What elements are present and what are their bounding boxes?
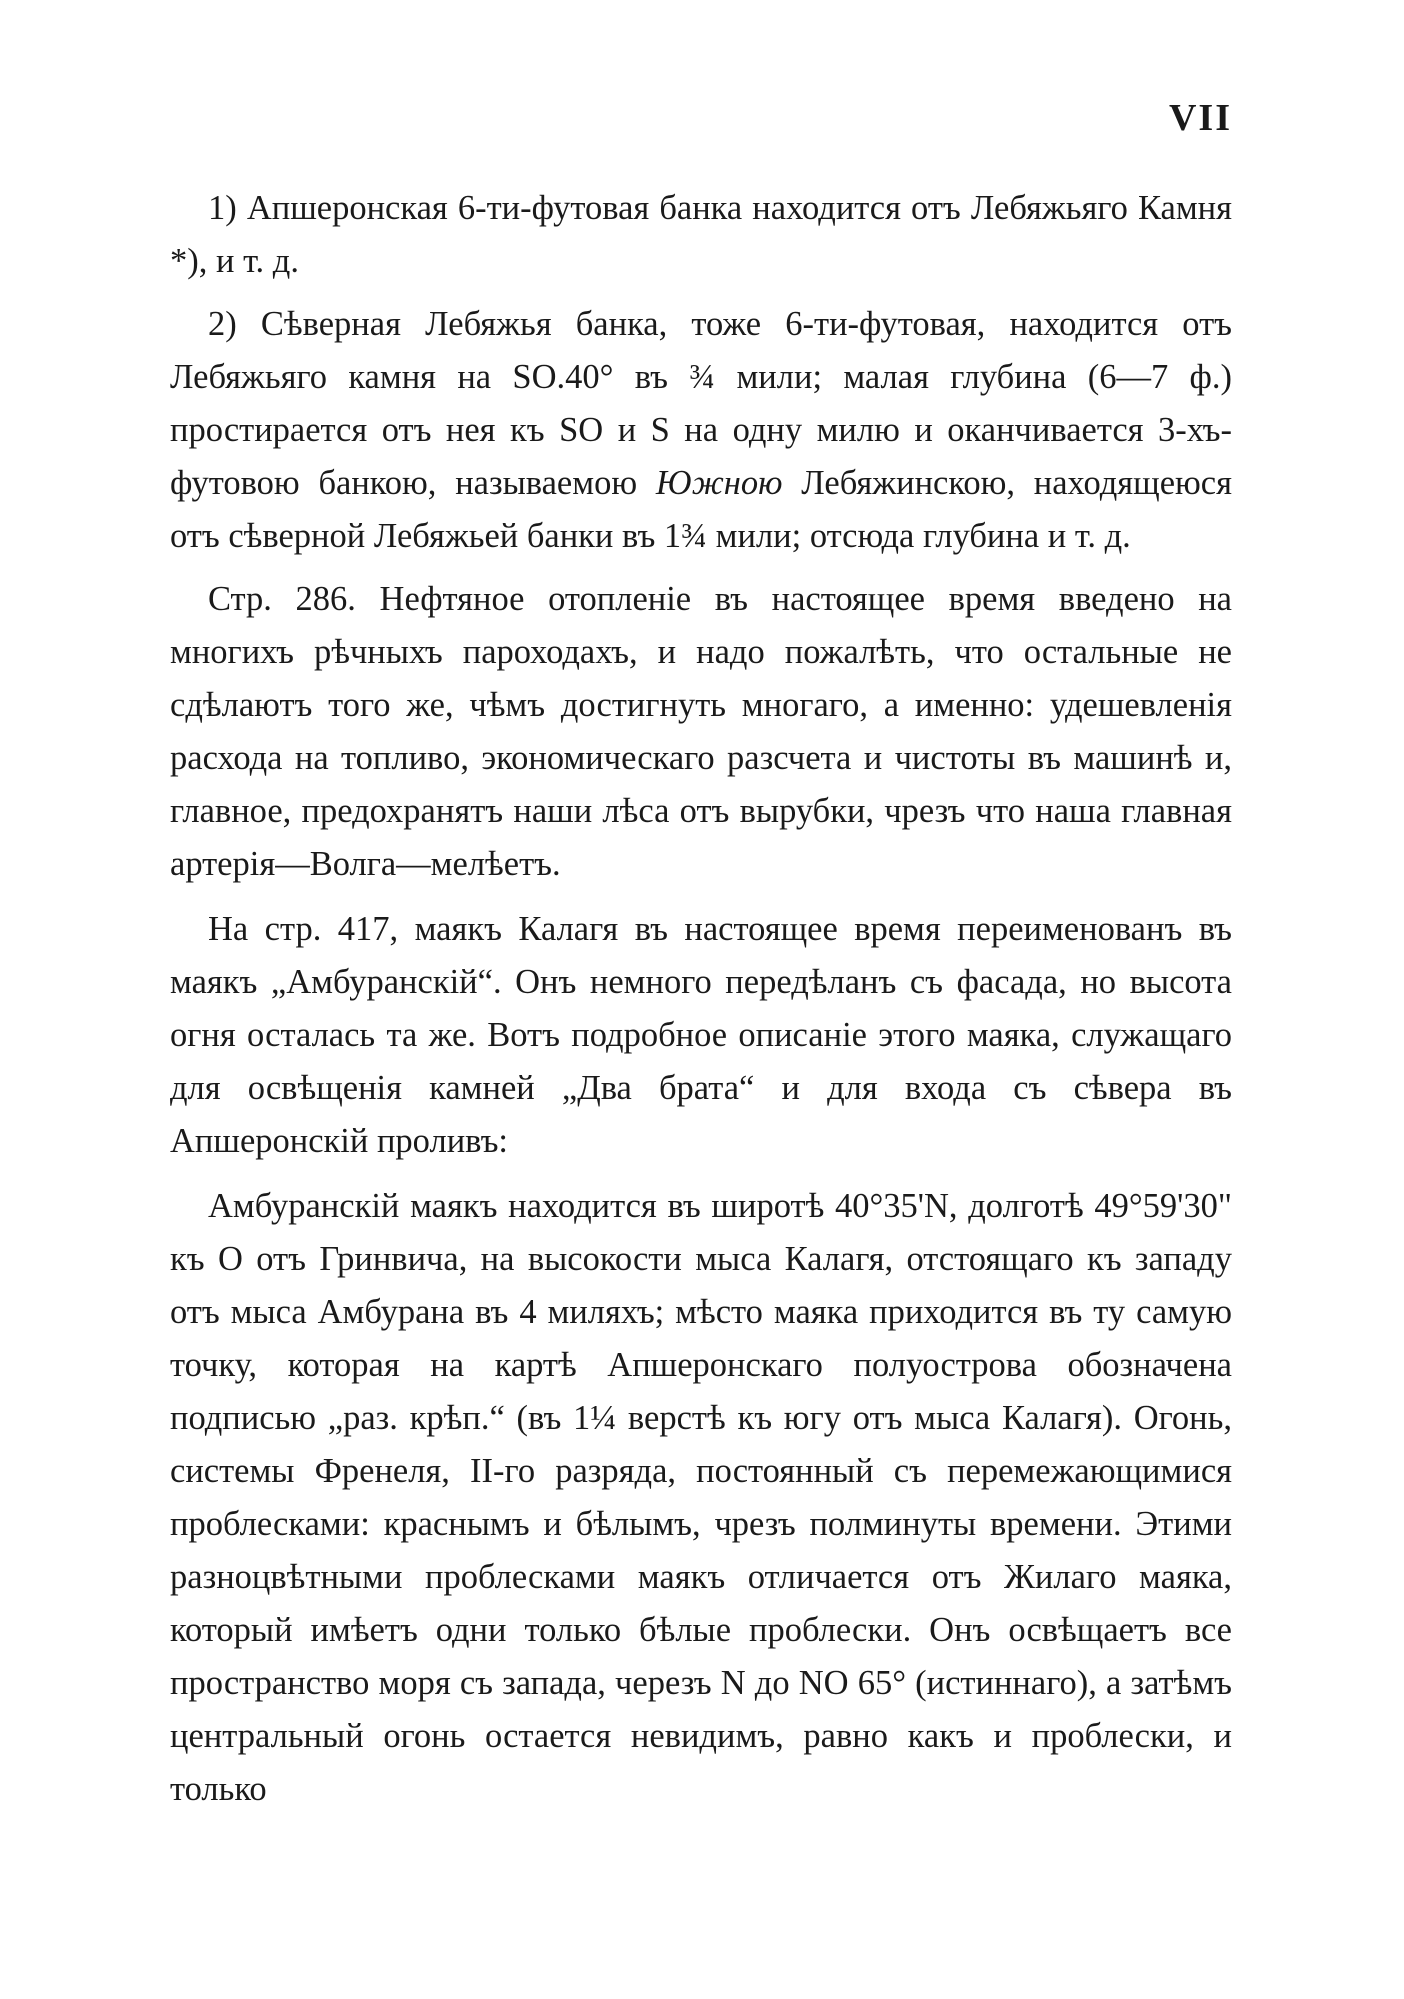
- paragraph-2-italic-word: Южною: [655, 464, 783, 502]
- paragraph-5: Амбуранскій маякъ находится въ широтѣ 40°35'N, долготѣ 49°59'30" къ O отъ Гринвича, на высокости мыса Калагя, отстоящаго къ западу отъ мыса Амбурана въ 4 миляхъ; мѣсто маяка приходится въ ту самую точку, которая на картѣ Апшеронскаго полуострова обозначена подписью „раз. крѣп.“ (въ 1¼ верстѣ къ югу отъ мыса Калагя). Огонь, системы Френеля, II-го разряда, постоянный съ перемежающимися проблесками: краснымъ и бѣлымъ, чрезъ полминуты времени. Этими разноцвѣтными проблесками маякъ отличается отъ Жилаго маяка, который имѣетъ одни только бѣлые проблески. Онъ освѣщаетъ все пространство моря съ запада, черезъ N до NO 65° (истиннаго), а затѣмъ центральный огонь остается невидимъ, равно какъ и проблески, и только: [170, 1187, 1232, 1808]
- paragraph-1: 1) Апшеронская 6-ти-футовая банка находится отъ Лебяжьяго Камня *), и т. д.: [170, 189, 1232, 280]
- paragraph-3: Стр. 286. Нефтяное отопленіе въ настоящее время введено на многихъ рѣчныхъ пароходахъ, и надо пожалѣть, что остальные не сдѣлаютъ того же, чѣмъ достигнуть многаго, а именно: удешевленія расхода на топливо, экономическаго разсчета и чистоты въ машинѣ и, главное, предохранятъ наши лѣса отъ вырубки, чрезъ что наша главная артерія—Волга—мелѣетъ.: [170, 580, 1232, 883]
- paragraph-2-text-start: 2) Сѣверная Лебяжья банка, тоже 6-ти-футовая, находится отъ Лебяжьяго камня на SO.40° въ ¾ мили; малая глубина (6—7 ф.) простирается отъ нея къ SO и S на одну милю и оканчивается 3-хъ-футовою банкою, называемою: [170, 305, 1232, 502]
- paragraph-4: На стр. 417, маякъ Калагя въ настоящее время переименованъ въ маякъ „Амбуранскій“. Онъ немного передѣланъ съ фасада, но высота огня осталась та же. Вотъ подробное описаніе этого маяка, служащаго для освѣщенія камней „Два брата“ и для входа съ сѣвера въ Апшеронскій проливъ:: [170, 910, 1232, 1160]
- paragraph-2-text-end: Лебяжинскою, находящеюся отъ сѣверной Лебяжьей банки въ 1¾ мили; отсюда глубина и т. д.: [170, 464, 1232, 555]
- paragraph-2: [170, 298, 1232, 563]
- page-number: VII: [1168, 97, 1232, 139]
